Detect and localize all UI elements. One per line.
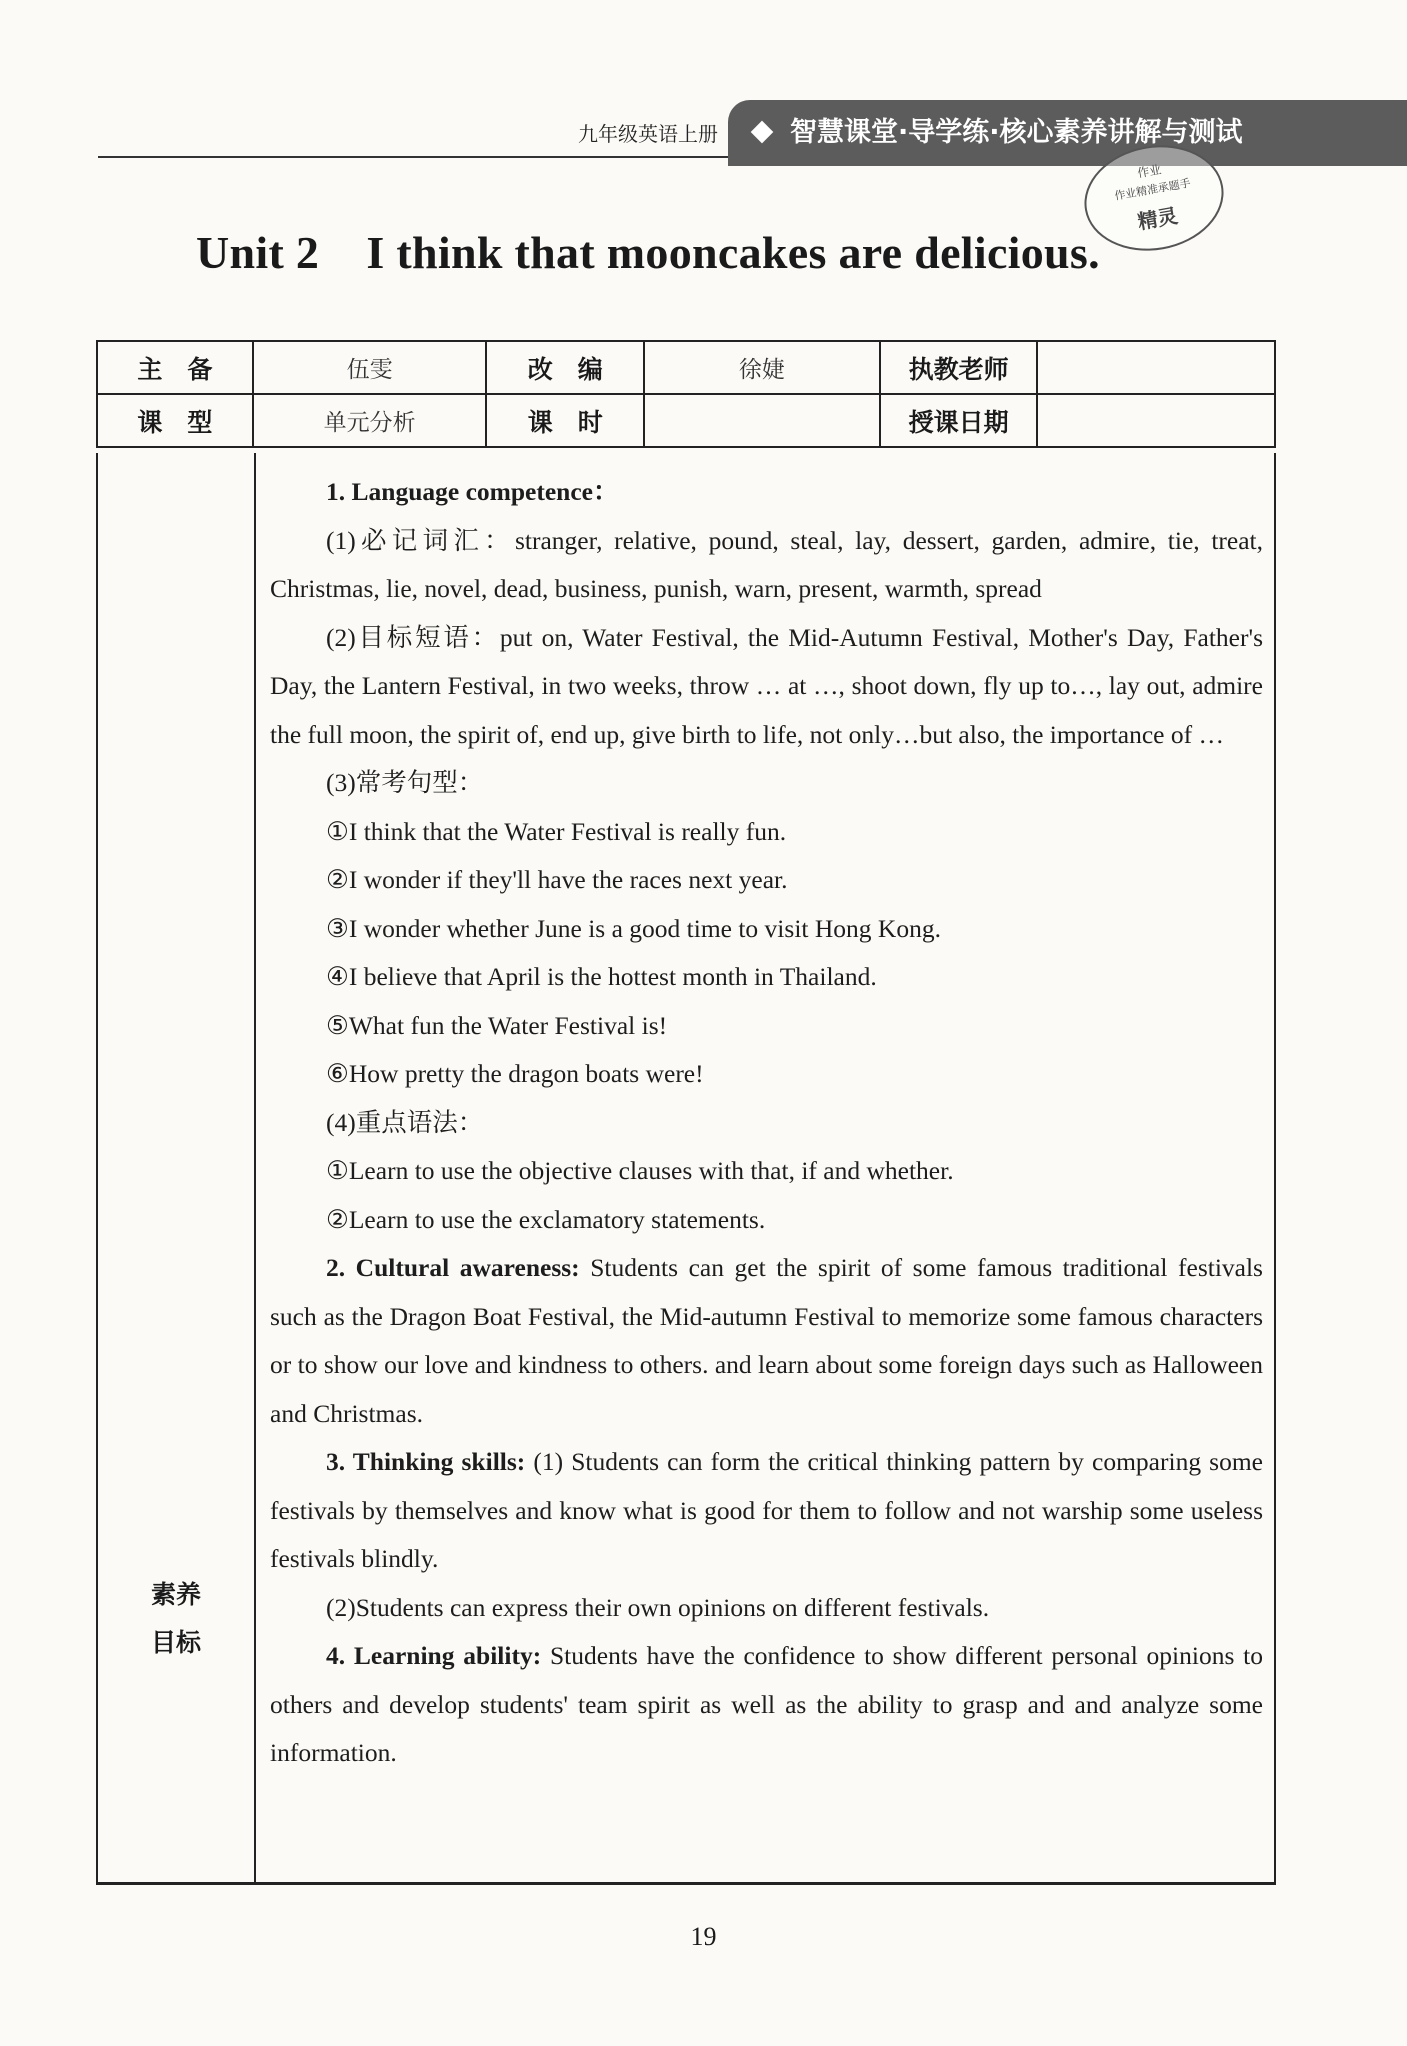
section-2-text: Students can get the spirit of some famous traditional festivals such as the Dragon Boat Festival, the Mid-autumn Festival to memorize some famous characters or to show our love and kindness to others. and learn about some foreign days such as Halloween and Christmas. <box>270 1253 1263 1428</box>
book-name: 九年级英语上册 <box>578 122 718 146</box>
side-label <box>98 1571 254 1667</box>
stamp-line-2: 作业精准承题手 <box>1113 176 1192 203</box>
cell-label-preparer: 主 备 <box>97 341 253 394</box>
series-banner <box>728 100 1407 166</box>
section-4-title: 4. Learning ability: <box>326 1641 542 1670</box>
cell-value-type: 单元分析 <box>253 394 487 447</box>
stamp-line-3: 精灵 <box>1135 203 1180 234</box>
cell-value-editor: 徐婕 <box>644 341 880 394</box>
diamond-icon <box>751 121 774 144</box>
series-title: 智慧课堂·导学练·核心素养讲解与测试 <box>790 117 1243 148</box>
section-2-title: 2. Cultural awareness: <box>326 1253 580 1282</box>
cell-label-type: 课 型 <box>97 394 253 447</box>
section-4-text: Students have the confidence to show different personal opinions to others and develop students' team spirit as well as the ability to grasp and and analyze some information. <box>270 1641 1264 1767</box>
objectives-content <box>270 468 1263 1778</box>
list-item: ⑤What fun the Water Festival is! <box>326 1010 668 1040</box>
grammar-title: (4)重点语法： <box>326 1107 484 1137</box>
page-number: 19 <box>690 1922 717 1951</box>
cell-label-period: 课 时 <box>486 394 644 447</box>
list-item: ③I wonder whether June is a good time to visit Hong Kong. <box>326 913 941 943</box>
cell-value-period <box>644 394 880 447</box>
list-item: ①I think that the Water Festival is really fun. <box>326 816 787 846</box>
list-item: ①Learn to use the objective clauses with that, if and whether. <box>326 1156 954 1185</box>
phrases-paragraph: (2)目标短语：put on, Water Festival, the Mid-Autumn Festival, Mother's Day, Father's Day, the Lantern Festival, in two weeks, throw … at …, shoot down, fly up to…, lay out, admire the full moon, the spirit of, end up, give birth to life, not only…but also, the importance of … <box>270 622 1263 749</box>
cell-value-teacher <box>1037 341 1275 394</box>
section-3-paragraph-2: (2)Students can express their own opinions on different festivals. <box>326 1592 990 1622</box>
list-item: ④I believe that April is the hottest month in Thailand. <box>326 962 877 991</box>
lesson-info-table <box>96 340 1276 448</box>
cell-label-date: 授课日期 <box>880 394 1038 447</box>
list-item: ②Learn to use the exclamatory statements. <box>326 1204 766 1234</box>
sentences-title: (3)常考句型： <box>326 768 484 797</box>
cell-label-editor: 改 编 <box>486 341 644 394</box>
cell-value-preparer: 伍雯 <box>253 341 487 394</box>
list-item: ②I wonder if they'll have the races next year. <box>326 865 788 894</box>
vocab-paragraph: (1)必记词汇：stranger, relative, pound, steal, lay, dessert, garden, admire, tie, treat, Christmas, lie, novel, dead, business, punish, warn, present, warmth, spread <box>270 525 1263 603</box>
stamp-line-1: 作业 <box>1136 162 1163 181</box>
cell-value-date <box>1037 394 1275 447</box>
side-label-line-1: 素养 <box>150 1580 201 1609</box>
section-3-title: 3. Thinking skills: <box>326 1447 526 1476</box>
section-3-text: (1) Students can form the critical thinking pattern by comparing some festivals by themselves and know what is good for them to follow and not warship some useless festivals blindly. <box>270 1447 1263 1573</box>
table-row <box>97 341 1275 394</box>
side-label-line-2: 目标 <box>150 1628 201 1657</box>
section-1-title: 1. Language competence： <box>326 477 619 506</box>
page-title: Unit 2 I think that mooncakes are delicious. <box>196 227 1100 278</box>
section-3-paragraph <box>270 1438 1263 1584</box>
column-divider <box>254 453 256 1882</box>
cell-label-teacher: 执教老师 <box>880 341 1038 394</box>
list-item: ⑥How pretty the dragon boats were! <box>326 1059 704 1088</box>
section-2-paragraph <box>270 1244 1263 1438</box>
table-row <box>97 394 1275 447</box>
header-rule <box>98 112 728 158</box>
section-4-paragraph <box>270 1632 1263 1778</box>
